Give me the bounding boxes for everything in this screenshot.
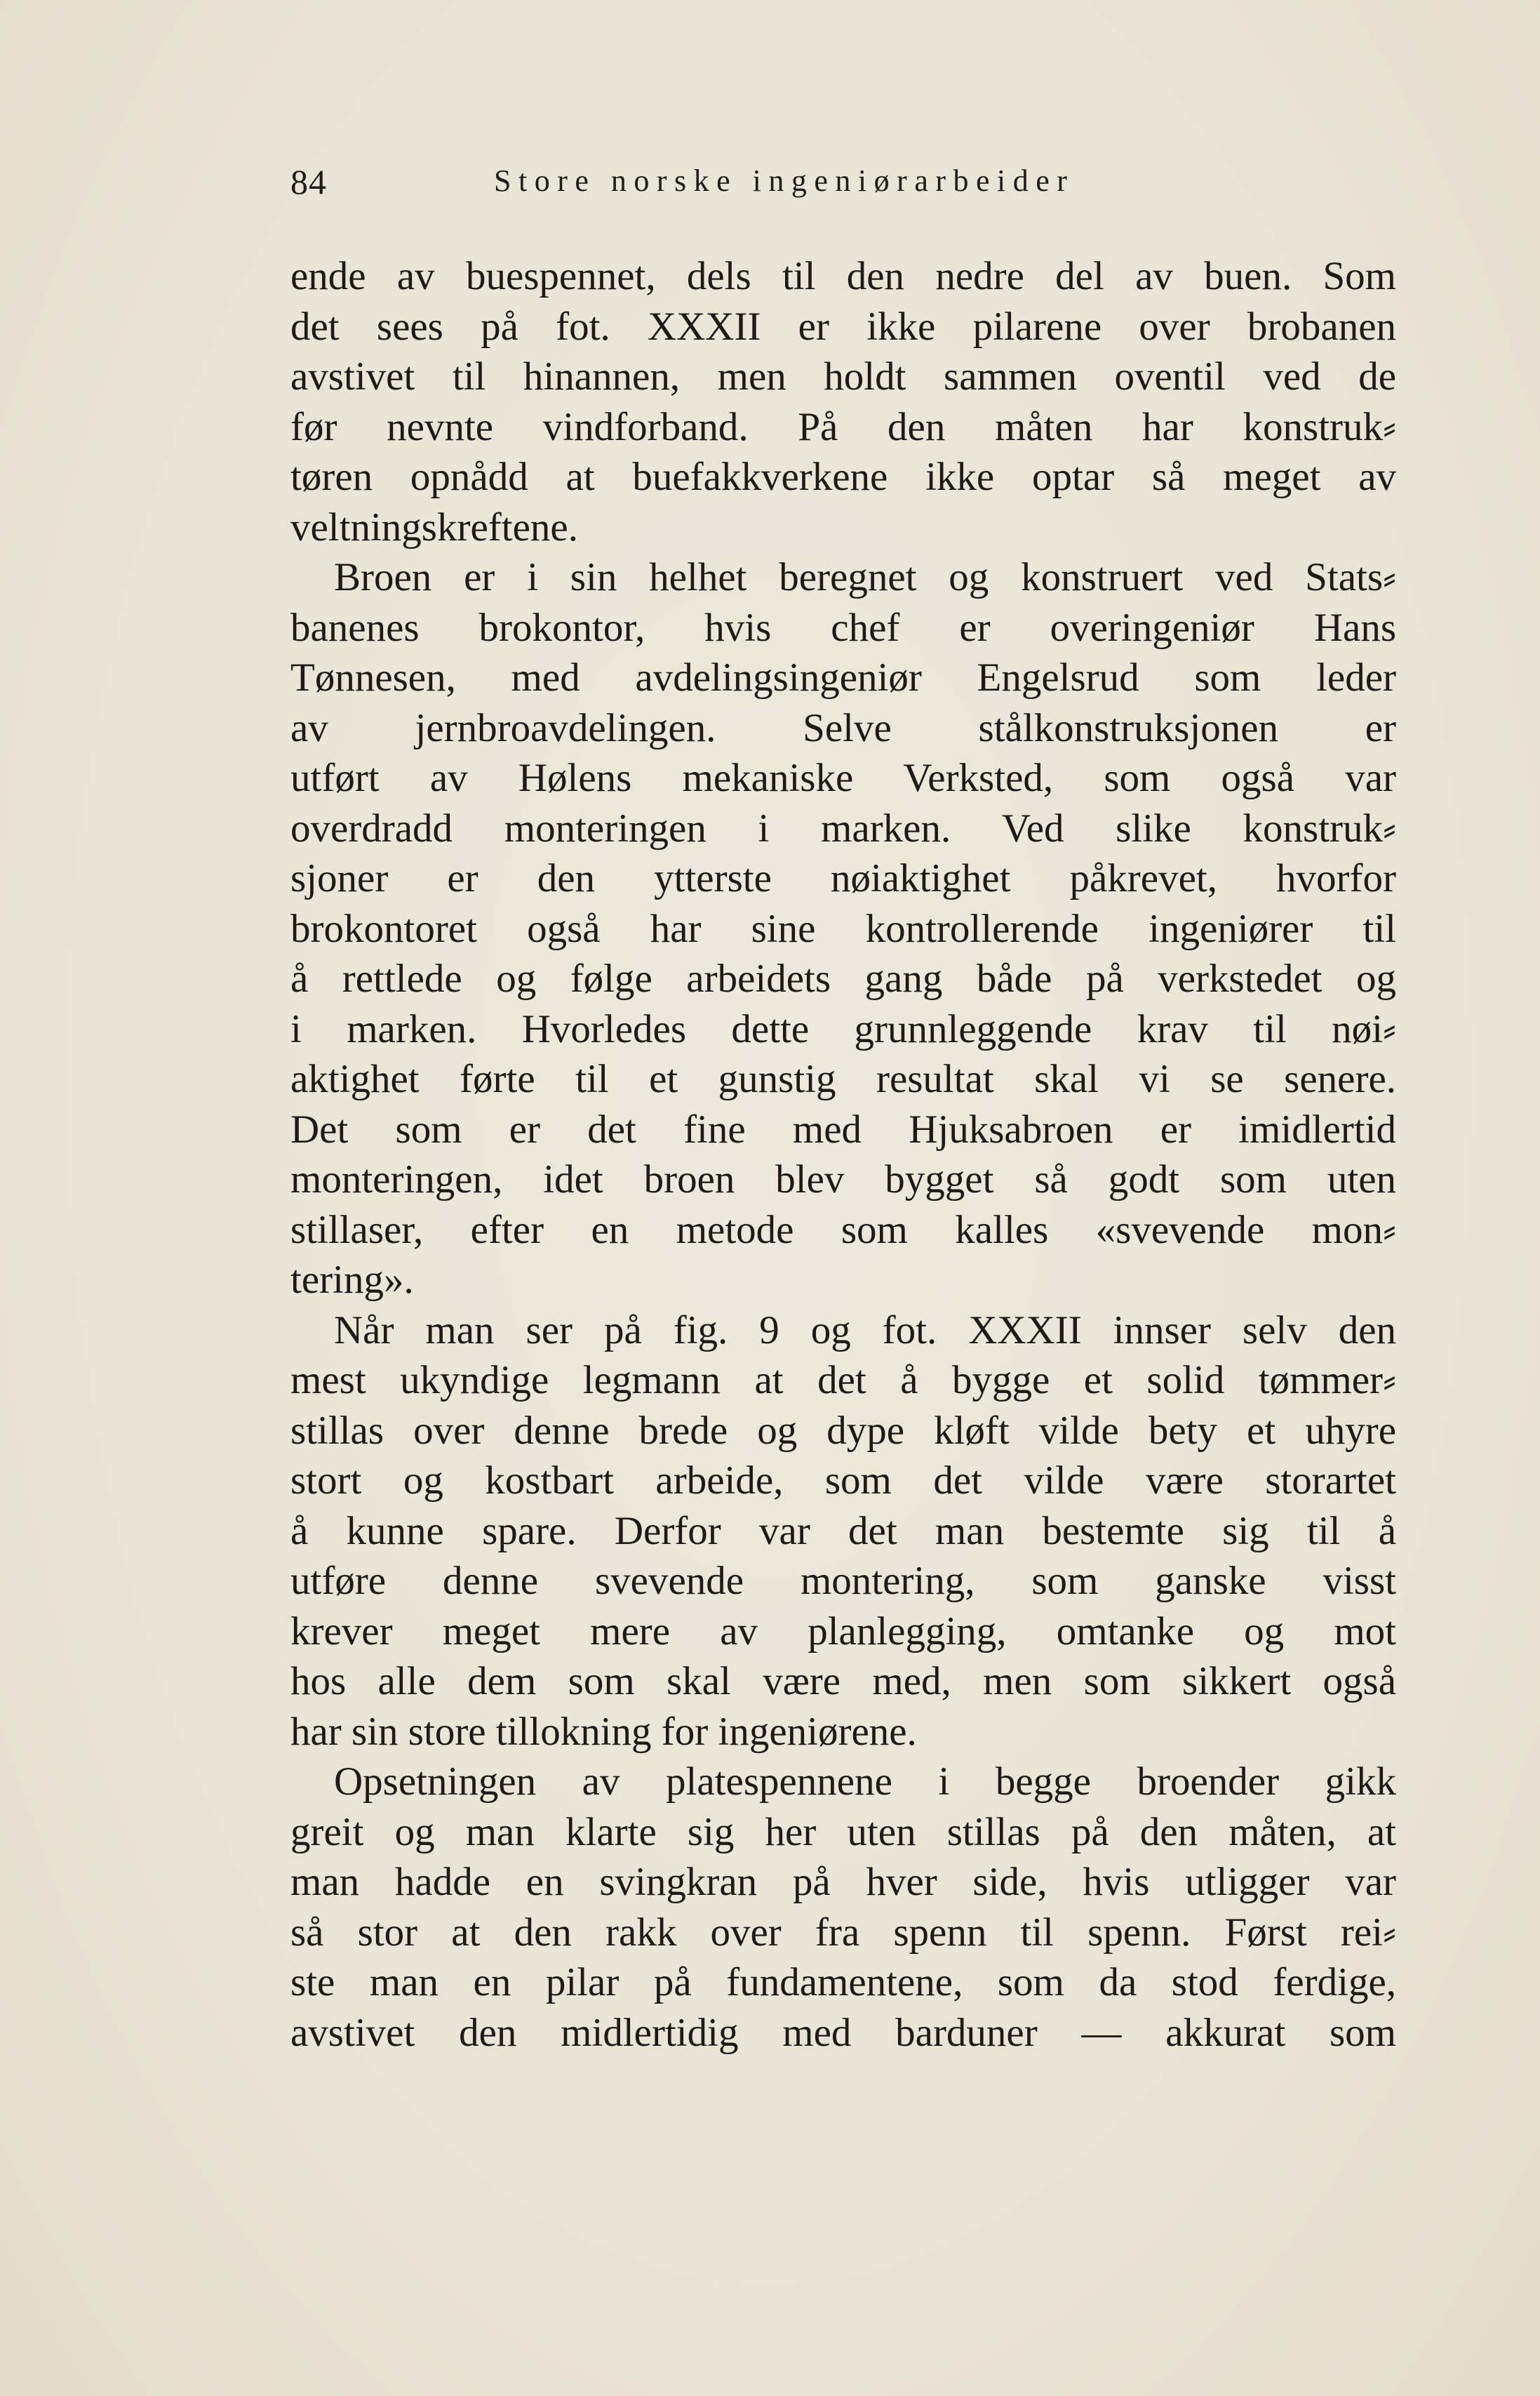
- text-line: har sin store tillokning for ingeniørene.: [290, 1709, 917, 1754]
- text-line: Det som er det fine med Hjuksabroen er imidlertid: [290, 1107, 1396, 1152]
- text-line: man hadde en svingkran på hver side, hvis utligger var: [290, 1860, 1396, 1904]
- text-line: tering».: [290, 1258, 414, 1302]
- text-line: det sees på fot. XXXII er ikke pilarene over brobanen: [290, 304, 1396, 349]
- text-line: stillas over denne brede og dype kløft vilde bety et uhyre: [290, 1408, 1396, 1453]
- text-line: Tønnesen, med avdelingsingeniør Engelsrud som leder: [290, 655, 1396, 700]
- text-line: Opsetningen av platespennene i begge broender gikk: [334, 1759, 1396, 1804]
- text-line: overdradd monteringen i marken. Ved slike konstruk⸗: [290, 806, 1396, 851]
- text-line: aktighet førte til et gunstig resultat skal vi se senere.: [290, 1057, 1396, 1101]
- text-line: avstivet den midlertidig med barduner — akkurat som: [290, 2010, 1396, 2055]
- text-line: av jernbroavdelingen. Selve stålkonstruksjonen er: [290, 705, 1396, 750]
- paragraph: [290, 552, 1396, 1305]
- paragraph: [290, 1305, 1396, 1757]
- paragraph: [290, 1757, 1396, 2058]
- text-line: tøren opnådd at buefakkverkene ikke optar så meget av: [290, 455, 1396, 499]
- running-title: Store norske ingeniørarbeider: [494, 164, 1075, 198]
- text-line: sjoner er den ytterste nøiaktighet påkrevet, hvorfor: [290, 856, 1396, 900]
- text-line: Når man ser på fig. 9 og fot. XXXII innser selv den: [334, 1307, 1396, 1352]
- text-line: utført av Hølens mekaniske Verksted, som også var: [290, 756, 1396, 800]
- page-header: [290, 156, 1399, 205]
- page-number: 84: [290, 162, 327, 201]
- text-line: hos alle dem som skal være med, men som sikkert også: [290, 1659, 1396, 1703]
- text-line: mest ukyndige legmann at det å bygge et solid tømmer⸗: [290, 1358, 1396, 1402]
- text-line: å kunne spare. Derfor var det man bestemte sig til å: [290, 1508, 1396, 1553]
- text-line: krever meget mere av planlegging, omtanke og mot: [290, 1609, 1396, 1653]
- text-line: Broen er i sin helhet beregnet og konstruert ved Stats⸗: [334, 555, 1396, 599]
- text-line: så stor at den rakk over fra spenn til spenn. Først rei⸗: [290, 1910, 1396, 1955]
- text-line: banenes brokontor, hvis chef er overingeniør Hans: [290, 605, 1396, 650]
- text-line: avstivet til hinannen, men holdt sammen oventil ved de: [290, 354, 1396, 399]
- text-line: ste man en pilar på fundamentene, som da stod ferdige,: [290, 1960, 1396, 2004]
- text-line: brokontoret også har sine kontrollerende ingeniører til: [290, 906, 1396, 951]
- text-line: monteringen, idet broen blev bygget så godt som uten: [290, 1157, 1396, 1202]
- text-line: utføre denne svevende montering, som ganske visst: [290, 1559, 1396, 1603]
- text-line: stillaser, efter en metode som kalles «svevende mon⸗: [290, 1207, 1396, 1252]
- paragraph: [290, 251, 1396, 552]
- text-line: stort og kostbart arbeide, som det vilde være storartet: [290, 1458, 1396, 1503]
- text-line: før nevnte vindforband. På den måten har konstruk⸗: [290, 404, 1396, 449]
- text-line: greit og man klarte sig her uten stillas på den måten, at: [290, 1809, 1396, 1854]
- text-line: å rettlede og følge arbeidets gang både på verkstedet og: [290, 957, 1396, 1001]
- text-line: ende av buespennet, dels til den nedre del av buen. Som: [290, 254, 1396, 298]
- text-line: i marken. Hvorledes dette grunnleggende krav til nøi⸗: [290, 1006, 1396, 1051]
- body-text: [290, 251, 1396, 2058]
- text-line: veltningskreftene.: [290, 505, 578, 550]
